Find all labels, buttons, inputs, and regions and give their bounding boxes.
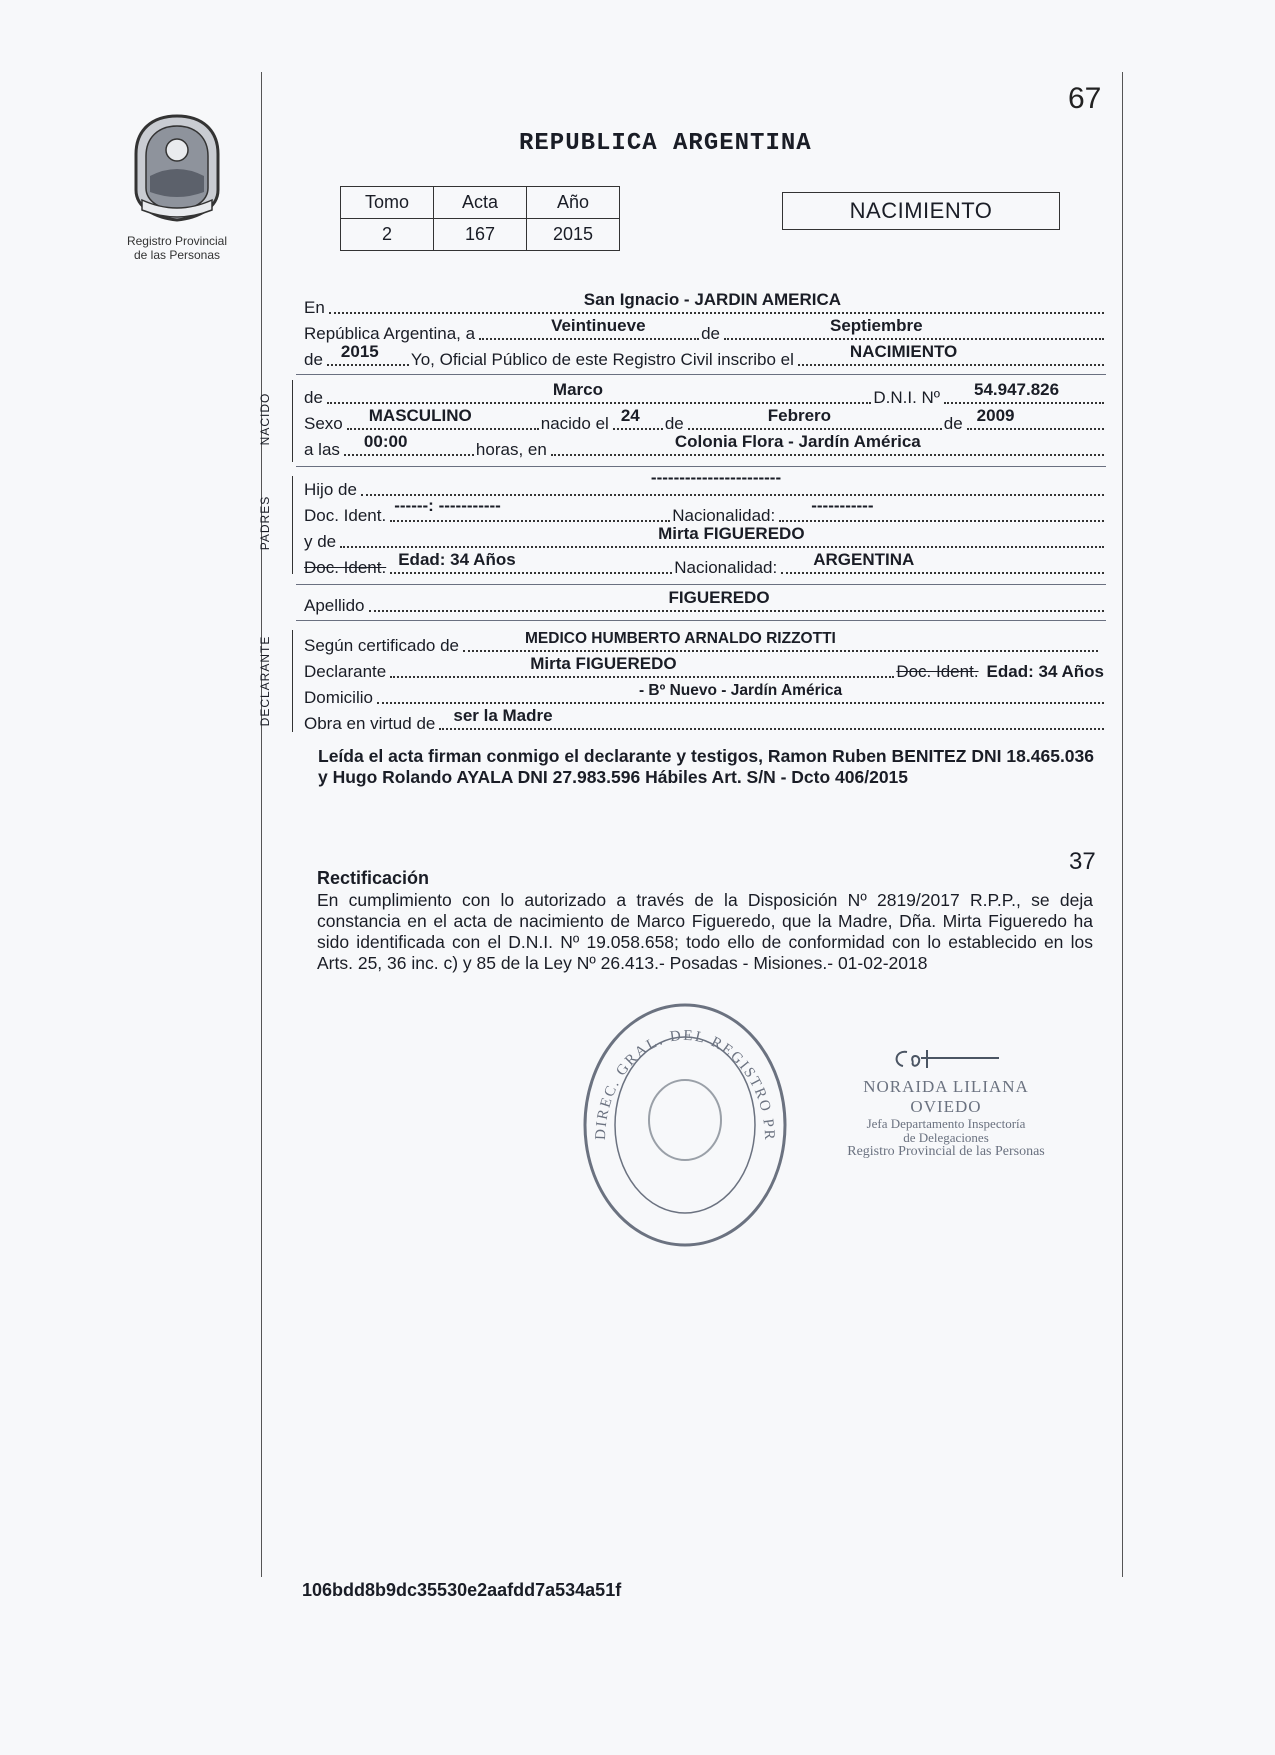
sexo-value: MASCULINO — [368, 406, 472, 425]
relation-value: ser la Madre — [453, 706, 553, 725]
separator-1 — [296, 374, 1106, 375]
certificate-value: MEDICO HUMBERTO ARNALDO RIZZOTTI — [525, 630, 836, 647]
right-margin-line — [1122, 72, 1123, 1577]
separator-2 — [296, 466, 1106, 467]
republica-label: República Argentina, a — [304, 324, 476, 343]
intro-line-3 — [304, 342, 1106, 370]
rectification-number: 37 — [1069, 848, 1096, 875]
father-nationality-value: ----------- — [811, 496, 874, 515]
birth-month-value: Febrero — [767, 406, 832, 425]
signer-role-3: Registro Provincial de las Personas — [847, 1144, 1045, 1159]
birth-year-value: 2009 — [976, 406, 1015, 425]
birth-time-value: 00:00 — [363, 432, 408, 451]
separator-3 — [296, 584, 1106, 585]
child-name-value: Marco — [552, 380, 603, 399]
nacido-line-2 — [304, 406, 1106, 434]
declarante-section-label: DECLARANTE — [258, 635, 272, 727]
mother-doc-value: Edad: 34 Años — [398, 550, 516, 569]
nacido-line-1 — [304, 380, 1106, 408]
nacido-de2-label: de — [664, 414, 684, 433]
signing-statement: Leída el acta firman conmigo el declarante y testigos, Ramon Ruben BENITEZ DNI 18.465.036 y Hugo Rolando AYALA DNI 27.983.596 Hábiles Art. S/N - Dcto 406/2015 — [318, 746, 1094, 787]
document-title: REPUBLICA ARGENTINA — [519, 130, 812, 157]
nacido-de3-label: de — [943, 414, 963, 433]
province-logo — [112, 110, 242, 262]
doc2-label: Doc. Ident. — [304, 558, 387, 577]
seal-stamp-icon — [565, 990, 805, 1250]
domicilio-label: Domicilio — [304, 688, 373, 707]
acta-header: Acta — [434, 187, 527, 219]
signature-block — [826, 1046, 1066, 1159]
en-label: En — [304, 298, 325, 317]
nacido-section-label: NACIDO — [258, 392, 272, 446]
record-type-box: NACIMIENTO — [782, 192, 1060, 230]
de-label: de — [701, 324, 720, 343]
hijo-label: Hijo de — [304, 480, 357, 499]
rectification-body: En cumplimiento con lo autorizado a través de la Disposición Nº 2819/2017 R.P.P., se deja constancia en el acta de nacimiento de Marco Figueredo, que la Madre, Dña. Mirta Figueredo ha sido identificada con el D.N.I. Nº 19.058.658; todo ello de conformidad con lo establecido en los Arts. 25, 36 inc. c) y 85 de la Ley Nº 26.413.- Posadas - Misiones.- 01-02-2018 — [317, 890, 1093, 973]
signer-role-2: de Delegaciones — [903, 1130, 989, 1145]
declarante-line-1 — [304, 632, 1100, 656]
father-doc-value: ------: ----------- — [394, 496, 501, 515]
padres-line-4 — [304, 550, 1106, 578]
acta-value: 167 — [434, 219, 527, 251]
nacido-de-label: de — [304, 388, 323, 407]
rectification-title: Rectificación — [317, 868, 430, 888]
declarant-value: Mirta FIGUEREDO — [530, 654, 677, 673]
declarante-line-2 — [304, 654, 1106, 682]
left-margin-line — [261, 72, 262, 1577]
logo-caption-line-1: Registro Provincial — [126, 234, 228, 248]
doc-label: Doc. Ident. — [304, 506, 387, 525]
logo-caption-line-2: de las Personas — [133, 248, 221, 262]
padres-bracket — [292, 476, 293, 574]
horas-label: horas, en — [475, 440, 547, 459]
nacionalidad2-label: Nacionalidad: — [674, 558, 778, 577]
declarant-doc-label: Doc. Ident. — [896, 662, 979, 681]
tomo-acta-ano-table — [340, 186, 620, 251]
father-value: ----------------------- — [650, 468, 782, 487]
apellido-line — [304, 588, 1106, 616]
declarant-doc-value: Edad: 34 Años — [986, 662, 1104, 681]
separator-4 — [296, 620, 1106, 621]
handwritten-signature-icon — [891, 1046, 1001, 1072]
ano-header: Año — [527, 187, 620, 219]
yo-text: Yo, Oficial Público de este Registro Civil inscribo el — [410, 350, 794, 369]
declarante-label: Declarante — [304, 662, 387, 681]
intro-line-2 — [304, 316, 1106, 344]
dni-label: D.N.I. Nº — [873, 388, 940, 407]
act-value: NACIMIENTO — [849, 342, 958, 361]
alas-label: a las — [304, 440, 340, 459]
padres-line-2 — [304, 496, 1106, 526]
year-value: 2015 — [340, 342, 379, 361]
address-value: - Bº Nuevo - Jardín América — [638, 682, 843, 699]
dni-value: 54.947.826 — [974, 380, 1060, 399]
signer-role-1: Jefa Departamento Inspectoría — [866, 1116, 1026, 1131]
misiones-shield-icon — [122, 110, 232, 225]
declarante-line-4 — [304, 706, 1106, 734]
place-value: San Ignacio - JARDIN AMERICA — [583, 290, 842, 309]
nacionalidad-label: Nacionalidad: — [672, 506, 776, 525]
declarante-bracket — [292, 630, 293, 732]
mother-nationality-value: ARGENTINA — [813, 550, 915, 569]
page-number: 67 — [1068, 82, 1102, 115]
ano-value: 2015 — [527, 219, 620, 251]
tomo-header: Tomo — [341, 187, 434, 219]
obra-label: Obra en virtud de — [304, 714, 436, 733]
document-hash: 106bdd8b9dc35530e2aafdd7a534a51f — [302, 1580, 622, 1600]
birth-place-value: Colonia Flora - Jardín América — [674, 432, 921, 451]
intro-line-1 — [304, 290, 1106, 318]
signer-name: NORAIDA LILIANA OVIEDO — [863, 1077, 1029, 1116]
sexo-label: Sexo — [304, 414, 343, 433]
official-seal — [565, 990, 805, 1255]
nacido-el-label: nacido el — [540, 414, 609, 433]
de2-label: de — [304, 350, 323, 369]
padres-section-label: PADRES — [258, 495, 272, 551]
declarante-line-3 — [304, 684, 1106, 708]
apellido-label: Apellido — [304, 596, 365, 615]
certificado-label: Según certificado de — [304, 636, 459, 655]
seal-text: DIREC. GRAL. DEL REGISTRO PR — [592, 1027, 778, 1142]
y-de-label: y de — [304, 532, 337, 551]
nacido-line-3 — [304, 432, 1106, 460]
nacido-bracket — [292, 380, 293, 462]
day-value: Veintinueve — [551, 316, 646, 335]
birth-day-value: 24 — [620, 406, 640, 425]
surname-value: FIGUEREDO — [668, 588, 770, 607]
month-value: Septiembre — [829, 316, 923, 335]
mother-value: Mirta FIGUEREDO — [658, 524, 805, 543]
padres-line-3 — [304, 524, 1106, 552]
tomo-value: 2 — [341, 219, 434, 251]
